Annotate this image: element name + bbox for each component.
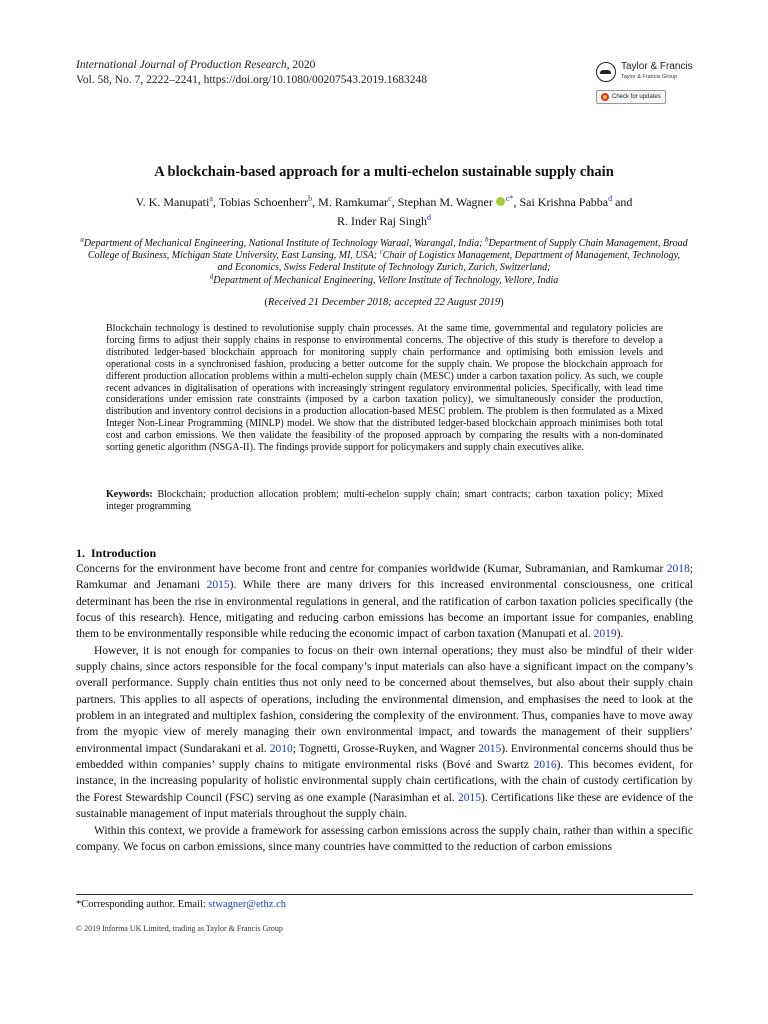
section-number: 1. [76, 546, 85, 560]
publisher-block [596, 62, 706, 106]
publisher-name: Taylor & Francis [621, 61, 693, 72]
affiliation-text: Department of Mechanical Engineering, National Institute of Technology Waraal, Warangal, India; [83, 238, 486, 249]
author-name: Stephan M. Wagner [397, 195, 493, 209]
crossmark-icon [601, 93, 609, 101]
keywords-text: Blockchain; production allocation problem; multi-echelon supply chain; smart contracts; carbon taxation policy; Mixed integer programming [106, 489, 663, 512]
citation-link[interactable]: 2010 [269, 742, 293, 755]
author-name: Sai Krishna Pabba [519, 195, 609, 209]
keywords-label: Keywords: [106, 489, 153, 500]
citation-link[interactable]: 2018 [666, 563, 690, 575]
corresponding-author-footnote [76, 899, 286, 910]
affiliation-link[interactable]: c* [505, 194, 514, 203]
affiliation-link[interactable]: d [608, 194, 613, 203]
affiliations [80, 235, 688, 287]
author-email-link[interactable]: stwagner@ethz.ch [208, 899, 287, 910]
affiliation-link[interactable]: b [308, 194, 313, 203]
paragraph: Within this context, we provide a framework for assessing carbon emissions across the supply chain, rather than within a specific company. We focus on carbon emissions, since many countries have committed to the reduction of carbon emissions [76, 824, 693, 853]
affiliation-link[interactable]: a [209, 194, 213, 203]
citation-link[interactable]: 2015 [478, 742, 502, 755]
abstract: Blockchain technology is destined to revolutionise supply chain processes. At the same time, governmental and regulatory policies are forcing firms to adjust their supply chains in response to environmental concerns. The objective of this study is therefore to develop a distributed ledger-based blockchain approach for monitoring supply chain performance and optimising both emission levels and operational costs in a synchronised fashion, producing a better outcome for the supply chain. We propose the blockchain approach for different production allocation problems within a multi-echelon supply chain (MESC) under a carbon taxation policy. As such, we couple recent advances in digitalisation of operations with increasingly stringent regulatory environmental policies. Specifically, with lead time considerations under emission rate constraints (imposed by a carbon taxation policy), we simultaneously consider the production, distribution and inventory control decisions in a production allocation-based MESC problem. The problem is then formulated as a Mixed Integer Non-Linear Programming (MINLP) model. We show that the distributed ledger-based blockchain approach minimises both total cost and carbon emissions. We then validate the feasibility of the proposed approach by comparing the results with a non-dominated sorting genetic algorithm (NSGA-II). The findings provide support for policymakers and supply chain executives alike. [106, 323, 663, 454]
keywords [106, 489, 663, 513]
journal-year: , 2020 [286, 59, 316, 71]
author-name: R. Inder Raj Singh [337, 214, 427, 228]
paragraph: However, it is not enough for companies to focus on their own internal operations; they must also be mindful of their wider supply chains, since actors responsible for the focal company’s input materials can also have a significant impact on the company’s overall performance. Supply chain entities thus not only need to be concerned about themselves, but also about their supply chain partners. This applies to all aspects of operations, including the environmental dimension, and emphasises the need to look at the problem in an integrated and multiplex fashion, considering the complexity of the environment. Thus, companies have to move away from the myopic view of merely managing their own environmental impact, and towards the management of their suppliers’ environmental impact (Sundarakani et al. 2010; Tognetti, Grosse-Ruyken, and Wagner 2015). Environmental concerns should thus be embedded within companies’ supply chains to mitigate environmental risks (Bové and Swartz 2016). This becomes evident, for instance, in the increasing popularity of holistic environmental supply chain certifications, with the chain of custody certification by the Forest Stewardship Council (FSC) serving as one example (Narasimhan et al. 2015). Certifications like these are evidence of the sustainable management of input materials throughout the supply chain. [76, 644, 694, 821]
citation-link[interactable]: 2015 [458, 791, 481, 804]
citation-link[interactable]: 2019 [593, 628, 617, 641]
footnote-label: *Corresponding author. Email: [76, 899, 209, 910]
check-for-updates-label: Check for updates [612, 94, 661, 100]
publisher-logo-icon [596, 62, 616, 82]
author-list: V. K. Manupati$^a$, Tobias Schoenherr$^b$, M. Ramkumar$^c$, Stephan M. Wagner $^{c*}$, Sai Krishna Pabba$^d$ and R. Inder Raj Singh$^d$ [135, 194, 633, 228]
affiliation-mark: b [485, 235, 489, 244]
author-name: V. K. Manupati [135, 195, 210, 209]
affiliation-mark: a [80, 235, 84, 244]
publisher-group: Taylor & Francis Group [621, 74, 678, 80]
and-word: and [615, 195, 633, 209]
section-heading [76, 546, 156, 561]
journal-header [76, 58, 427, 87]
section-title: Introduction [91, 546, 157, 560]
publisher-logo [596, 62, 706, 82]
affiliation-link[interactable]: c [388, 194, 392, 203]
affiliation-text: Chair of Logistics Management, Department of Management, Technology, and Economics, Swiss Federal Institute of Technology Zurich, Zurich, Switzerland; [217, 250, 681, 274]
received-dates: (Received 21 December 2018; accepted 22 August 2019) [264, 297, 504, 308]
affiliation-text: Department of Supply Chain Management, Broad College of Business, Michigan State University, East Lansing, MI, USA; [87, 238, 688, 262]
paragraph: Concerns for the environment have become front and centre for companies worldwide (Kumar, Subramanian, and Ramkumar 2018; Ramkumar and Jenamani 2015). While there are many drivers for this increased environmental consciousness, one critical determinant has been the rise in environmental regulations in general, and the ratification of carbon taxation policies specifically (the focus of this research). Hence, mitigating and reducing carbon emissions has become an important issue for companies, enabling them to be environmentally responsible while reducing the economic impact of carbon taxation (Manupati et al. 2019). [76, 563, 693, 641]
volume-doi-line[interactable]: Vol. 58, No. 7, 2222–2241, https://doi.org/10.1080/00207543.2019.1683248 [76, 73, 427, 86]
citation-link[interactable]: 2015 [206, 579, 230, 592]
orcid-icon[interactable] [496, 197, 505, 206]
article-title: A blockchain-based approach for a multi-echelon sustainable supply chain [154, 164, 614, 180]
journal-name: International Journal of Production Research [76, 59, 287, 71]
footnote-divider [76, 894, 693, 895]
affiliation-text: Department of Mechanical Engineering, Vellore Institute of Technology, Vellore, India [213, 274, 559, 286]
citation-link[interactable]: 2016 [533, 759, 557, 772]
body-text [76, 561, 693, 855]
received-text: Received 21 December 2018; accepted 22 August 2019 [267, 297, 501, 308]
copyright-notice: © 2019 Informa UK Limited, trading as Taylor & Francis Group [76, 924, 283, 933]
author-name: M. Ramkumar [318, 195, 389, 209]
affiliation-link[interactable]: d [427, 213, 431, 222]
affiliation-mark: d [209, 272, 214, 281]
author-name: Tobias Schoenherr [218, 195, 309, 209]
check-for-updates-button[interactable] [596, 90, 666, 104]
affiliation-mark: c [379, 247, 383, 256]
